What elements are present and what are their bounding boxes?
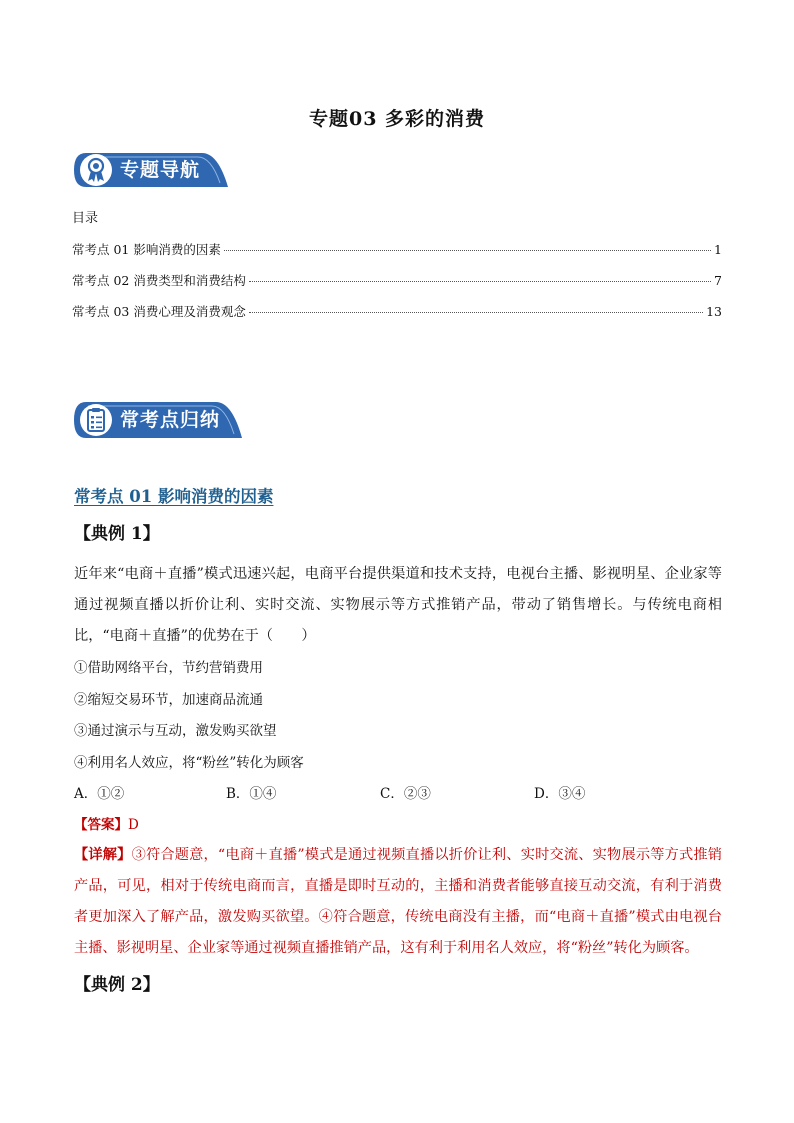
example-heading: 【典例 2】 — [74, 975, 160, 995]
toc-item[interactable] — [72, 240, 722, 258]
toc-item-label: 常考点 03 消费心理及消费观念 — [72, 304, 246, 319]
toc-item[interactable] — [72, 302, 722, 320]
option-d: D．③④ — [534, 786, 586, 802]
toc-item[interactable] — [72, 271, 722, 289]
toc-leader — [249, 312, 703, 313]
toc-leader — [224, 250, 711, 251]
option-a: A．①② — [74, 786, 125, 802]
page-title: 专题03 多彩的消费 — [308, 108, 486, 130]
toc-item-label: 常考点 01 影响消费的因素 — [72, 242, 221, 257]
toc-heading: 目录 — [72, 211, 99, 226]
statement: ③通过演示与互动，激发购买欲望 — [74, 723, 277, 739]
award-ribbon-icon — [78, 152, 114, 188]
toc-item-page: 7 — [714, 273, 722, 288]
explanation — [74, 840, 722, 964]
question-text: 近年来“电商＋直播”模式迅速兴起，电商平台提供渠道和技术支持，电视台主播、影视明星、企业家等通过视频直播以折价让利、实时交流、实物展示等方式推销产品，带动了销售增长。与传统电商相比，“电商＋直播”的优势在于（ ） — [74, 566, 722, 644]
summary-banner-label: 常考点归纳 — [120, 409, 221, 431]
toc-item-page: 1 — [714, 242, 722, 257]
clipboard-checklist-icon — [78, 402, 114, 438]
section-title[interactable]: 常考点 01 影响消费的因素 — [74, 487, 274, 506]
option-b: B．①④ — [226, 786, 277, 802]
toc-item-page: 13 — [706, 304, 722, 319]
summary-banner — [72, 399, 244, 439]
answer — [74, 813, 139, 833]
answer-tag: 【答案】 — [74, 817, 128, 833]
toc-leader — [249, 281, 711, 282]
example-heading: 【典例 1】 — [74, 524, 160, 544]
statement: ④利用名人效应，将“粉丝”转化为顾客 — [74, 755, 304, 771]
nav-banner-label: 专题导航 — [120, 159, 201, 181]
option-c: C．②③ — [380, 786, 431, 802]
nav-banner — [72, 150, 230, 190]
statement: ②缩短交易环节，加速商品流通 — [74, 692, 263, 708]
explanation-text: ③符合题意，“电商＋直播”模式是通过视频直播以折价让利、实时交流、实物展示等方式推销产品，可见，相对于传统电商而言，直播是即时互动的，主播和消费者能够直接互动交流，有利于消费者更加深入了解产品，激发购买欲望。④符合题意，传统电商没有主播，而“电商＋直播”模式由电视台主播、影视明星、企业家等通过视频直播推销产品，这有利于利用名人效应，将“粉丝”转化为顾客。 — [74, 847, 722, 956]
answer-value: D — [128, 817, 139, 833]
toc-item-label: 常考点 02 消费类型和消费结构 — [72, 273, 246, 288]
statement: ①借助网络平台，节约营销费用 — [74, 660, 263, 676]
explanation-tag: 【详解】 — [74, 847, 132, 863]
